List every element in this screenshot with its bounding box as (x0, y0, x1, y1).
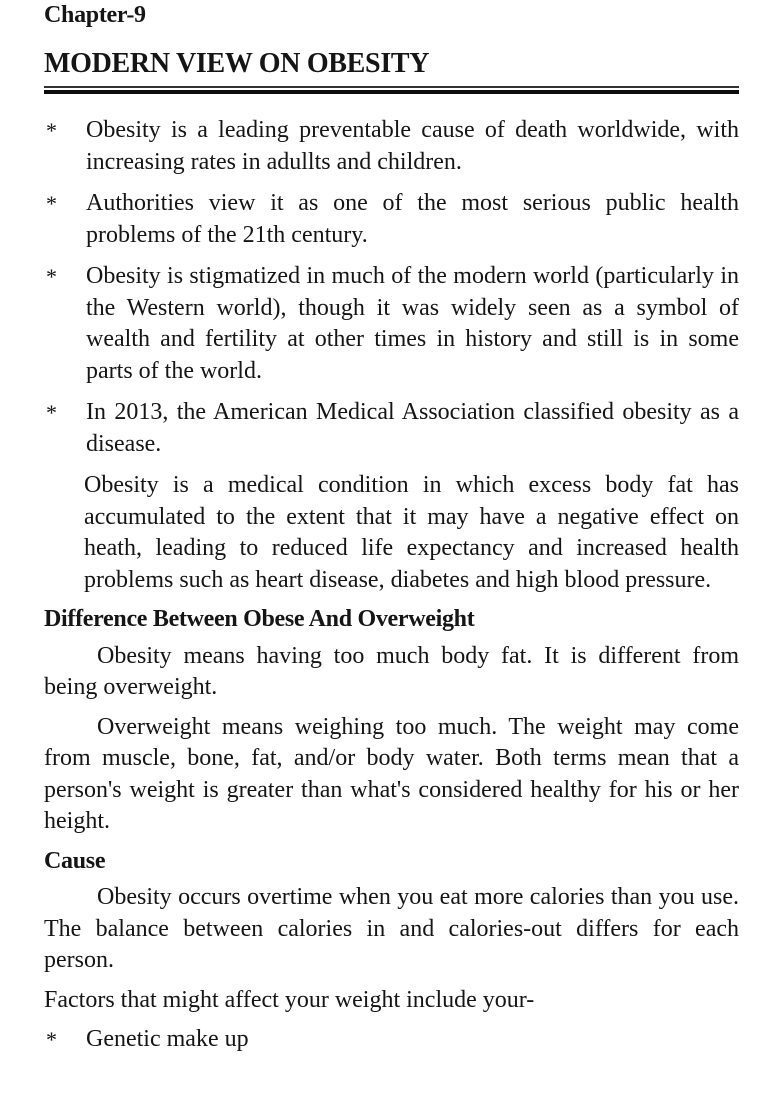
section-heading-cause: Cause (44, 847, 106, 874)
body-content (44, 115, 739, 1066)
asterisk-bullet-icon: * (46, 191, 57, 216)
list-item (44, 397, 739, 460)
bullet-text: Obesity is stigmatized in much of the modern world (particularly in the Western world), though it was widely seen as a symbol of wealth and fertility at other times in history and still is in some parts of the world. (86, 263, 739, 384)
bullet-text: In 2013, the American Medical Association classified obesity as a disease. (86, 399, 739, 457)
paragraph: Obesity means having too much body fat. It is different from being overweight. (44, 642, 739, 700)
page-title: MODERN VIEW ON OBESITY (44, 48, 430, 79)
chapter-label: Chapter-9 (44, 2, 146, 28)
asterisk-bullet-icon: * (46, 118, 57, 143)
asterisk-bullet-icon: * (46, 264, 57, 289)
bullet-text: Genetic make up (86, 1026, 249, 1052)
title-rule-thin (44, 86, 739, 88)
bullet-text: Obesity is a leading preventable cause of death worldwide, with increasing rates in adullts and children. (86, 117, 739, 175)
list-item (44, 1024, 739, 1056)
title-rule-thick (44, 90, 739, 94)
asterisk-bullet-icon: * (46, 1027, 57, 1052)
definition-paragraph: Obesity is a medical condition in which excess body fat has accumulated to the extent that it may have a negative effect on heath, leading to reduced life expectancy and increased health problems such as heart disease, diabetes and high blood pressure. (84, 472, 739, 593)
list-item (44, 261, 739, 387)
list-item (44, 188, 739, 251)
bullet-text: Authorities view it as one of the most serious public health problems of the 21th century. (86, 190, 739, 248)
asterisk-bullet-icon: * (46, 400, 57, 425)
paragraph: Overweight means weighing too much. The weight may come from muscle, bone, fat, and/or body water. Both terms mean that a person's weight is greater than what's considered healthy for his or her height. (44, 713, 739, 834)
paragraph: Obesity occurs overtime when you eat more calories than you use. The balance between calories in and calories-out differs for each person. (44, 884, 739, 973)
factors-intro: Factors that might affect your weight include your- (44, 986, 535, 1013)
section-heading-difference: Difference Between Obese And Overweight (44, 606, 475, 632)
list-item (44, 115, 739, 178)
